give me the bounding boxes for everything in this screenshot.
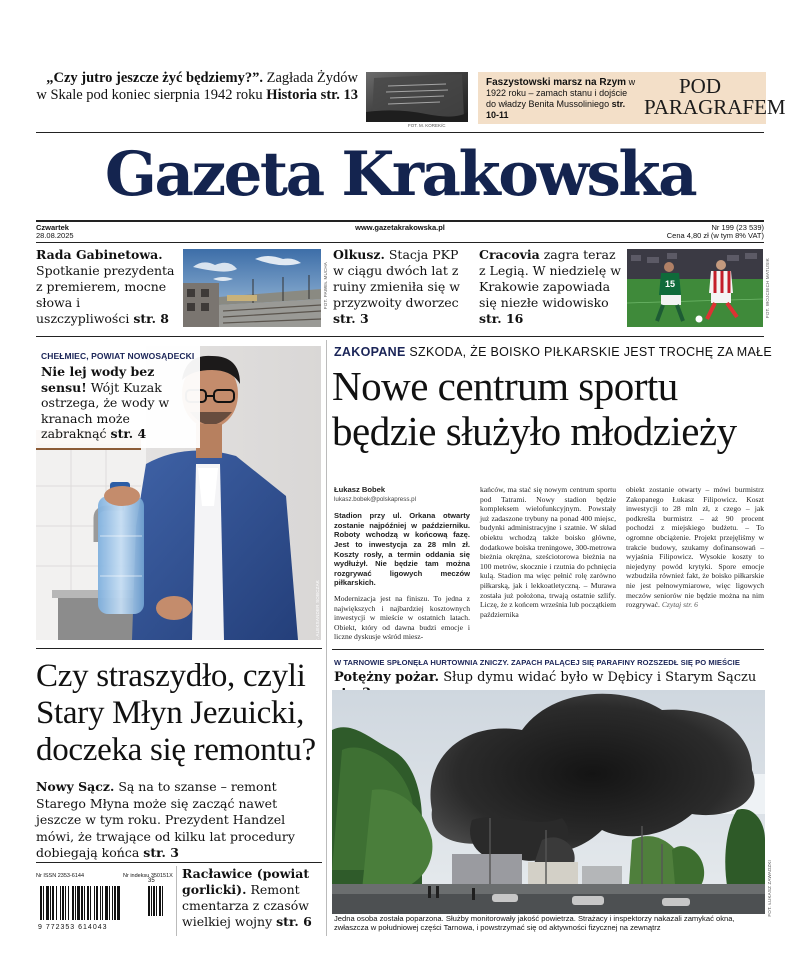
issn-number: Nr ISSN 2353-6144 xyxy=(36,873,84,879)
promo-page: str. 10-11 xyxy=(486,99,626,120)
supplement-logo-line1: POD xyxy=(678,74,721,98)
barcode-bar xyxy=(72,886,74,920)
barcode-bar xyxy=(43,886,44,920)
photo-credit-olkusz: FOT. PAWEŁ MUCHA xyxy=(323,262,328,310)
raclawice-text: Remont cmentarza z czasów wielkiej wojny xyxy=(182,882,310,929)
water-warning-kicker: CHEŁMIEC, POWIAT NOWOSĄDECKI xyxy=(41,351,195,361)
news-row-rule xyxy=(36,336,764,337)
fire-text: Słup dymu widać było w Dębicy i Starym Sączu xyxy=(443,670,757,685)
politicians-photo xyxy=(183,249,321,327)
fire-head: Potężny pożar. xyxy=(334,670,440,685)
main-story-title[interactable] xyxy=(332,364,772,454)
water-warning-page: str. 4 xyxy=(110,426,147,441)
barcode-bar xyxy=(56,886,57,920)
barcode-bar xyxy=(65,886,66,920)
barcode-addon-bar xyxy=(153,886,155,916)
masthead-title: Gazeta Krakowska xyxy=(104,139,696,210)
barcode-addon-bar xyxy=(148,886,150,916)
author-name: Łukasz Bobek xyxy=(334,485,386,494)
stary-mlyn-head: Nowy Sącz. xyxy=(36,779,115,794)
news-item-text: zagra teraz z Legią. W niedzielę w Krakowie zapowiada się niezłe widowisko xyxy=(479,247,621,310)
barcode-bar xyxy=(75,886,76,920)
barcode xyxy=(38,878,170,934)
stary-mlyn-page: str. 3 xyxy=(143,845,179,860)
barcode-divider xyxy=(176,866,177,936)
fire-kicker: W TARNOWIE SPŁONĘŁA HURTOWNIA ZNICZY. ZAPACH PALĄCEJ SIĘ PARAFINY ROZSZEDŁ SIĘ PO MIEŚCIE xyxy=(334,658,740,667)
barcode-bar xyxy=(112,886,113,920)
main-story-kicker-text: SZKODA, ŻE BOISKO PIŁKARSKIE JEST TROCHĘ ZA MAŁE xyxy=(409,345,773,359)
barcode-bar xyxy=(114,886,116,920)
news-item-text: Spotkanie prezydenta z premierem, mocne słowa i uszczypliwości xyxy=(36,263,175,326)
history-teaser-text: Zagłada Żydów w Skale pod koniec sierpnia 1942 roku xyxy=(36,70,358,103)
barcode-bars xyxy=(38,886,170,926)
stary-mlyn-teaser xyxy=(36,779,322,862)
issue-number: Nr 199 (23 539) xyxy=(711,223,764,232)
main-story-title-line2: będzie służyło młodzieży xyxy=(332,408,737,454)
water-warning-teaser[interactable] xyxy=(36,346,200,448)
column-divider xyxy=(326,340,327,936)
history-teaser-page: str. 13 xyxy=(320,87,358,103)
barcode-bar xyxy=(96,886,98,920)
news-item-rada[interactable] xyxy=(36,247,176,327)
promo-text: w 1922 roku – zamach stanu i dojście do władzy Benita Mussoliniego xyxy=(486,77,636,109)
barcode-addon-bar xyxy=(156,886,157,916)
memorial-photo-credit: FOT. M. KOREK/C xyxy=(408,123,446,128)
raclawice-head: Racławice (powiat gorlicki). xyxy=(182,866,310,897)
photo-credit-chelmiec: FOT. ALEKSANDER SOBCZAK xyxy=(315,580,320,649)
news-item-olkusz[interactable] xyxy=(333,247,473,327)
barcode-digits: 9 772353 614043 xyxy=(38,924,108,931)
issue-day: Czwartek xyxy=(36,223,69,232)
website-link[interactable]: www.gazetakrakowska.pl xyxy=(355,223,445,232)
barcode-addon-bar xyxy=(162,886,163,916)
memorial-stone-photo xyxy=(366,72,468,122)
svg-text:15: 15 xyxy=(665,279,676,289)
main-story-col2-text: kańców, ma stać się nowym centrum sportu pod Tatrami. Nowy stadion będzie kompleksem wielofunkcyjnym. Powstały już zadaszone trybuny na ponad 400 miejsc, budynki administracyjne i szatnie. W skład obiektu wchodzą także boisko główne, dodatkowe boiska treningowe, 300-metrowa bieżnia okrężna, sześciotorowa bieżnia na 100 metrów, skocznie i rzutnia do pchnięcia kulą. Stadion ma więc pełnić rolę zarówno piłkarską, jak i lekkoatletyczną. – Murawa została już położona, trwają ostatnie szlify. Liczę, że z końcem września lub początkiem października xyxy=(480,485,616,619)
main-story-continued[interactable]: Czytaj str. 6 xyxy=(661,600,698,610)
news-item-head: Cracovia xyxy=(479,247,540,262)
supplement-promo[interactable] xyxy=(478,72,786,124)
history-teaser-section: Historia xyxy=(266,87,318,103)
raclawice-teaser[interactable] xyxy=(182,866,322,930)
barcode-bar xyxy=(46,886,49,920)
barcode-bar xyxy=(109,886,110,920)
news-item-page: str. 16 xyxy=(479,311,524,326)
main-story-col3-text: obiekt zostanie otwarty – mówi burmistrz Zakopanego Łukasz Filipowicz. Koszt inwestycji to 28 mln zł, z czego – jak podkreśla burmistrz – aż 90 procent pochodzi z miejskiego budżetu. – To ogromne obciążenie. Projekt przejęliśmy w trakcie budowy, szukamy dofinansowań – wyjaśnia Filipowicz. Wysokie koszty to niejedyny powód krytyki. Spore emocje wzbudziła również fakt, że boisko piłkarskie nie jest pełnowymiarowe, więc ligowych meczów seniorów nie będzie można na nim rozgrywać. xyxy=(626,485,764,610)
barcode-bar xyxy=(94,886,95,920)
main-story-lead: Stadion przy ul. Orkana otwarty zostanie najpóźniej w październiku. Roboty wchodzą w końcową fazę. Jest to inwestycja za 28 mln zł. Koszty rosły, a termin oddania się wydłużył. Nie będzie tam można rozgrywać ligowych meczów piłkarskich. xyxy=(334,511,470,588)
news-item-text: Stacja PKP w ciągu dwóch lat z ruiny zmieniła się w przyzwoity dworzec xyxy=(333,247,460,310)
supplement-logo xyxy=(644,74,786,119)
author-email[interactable]: lukasz.bobek@polskapress.pl xyxy=(334,495,416,503)
news-item-head: Rada Gabinetowa. xyxy=(36,247,163,262)
barcode-bar xyxy=(102,886,103,920)
water-warning-head: Nie lej wody bez sensu! xyxy=(41,364,155,395)
news-item-page: str. 8 xyxy=(133,311,169,326)
main-story-column-3 xyxy=(626,485,764,610)
fire-caption: Jedna osoba została poparzona. Służby monitorowały jakość powietrza. Strażacy i inspektorzy nakazali zamykać okna, zwłaszcza w południowej części Tarnowa, i powstrzymać się od aktywności fizycznej na zewnątrz xyxy=(334,914,735,933)
football-match-photo xyxy=(627,249,763,327)
barcode-rule xyxy=(36,862,322,863)
fire-smoke-photo xyxy=(332,690,765,914)
barcode-bar xyxy=(50,886,51,920)
promo-headline: Faszystowski marsz na Rzym xyxy=(486,77,627,88)
supplement-logo-line2: PARAGRAFEM xyxy=(644,95,786,119)
dateline-rule xyxy=(36,242,764,243)
main-story-column-1 xyxy=(334,485,470,642)
barcode-addon-bar xyxy=(151,886,152,916)
left-column-rule xyxy=(36,648,322,649)
issue-price: Cena 4,80 zł (w tym 8% VAT) xyxy=(666,231,764,240)
barcode-bar xyxy=(68,886,69,920)
raclawice-page: str. 6 xyxy=(276,914,312,929)
main-story-title-line1: Nowe centrum sportu xyxy=(332,363,678,409)
barcode-addon-bar xyxy=(159,886,161,916)
index-number: Nr indeksu 350151X xyxy=(123,873,173,879)
barcode-issue-code: 35 xyxy=(148,878,155,884)
barcode-bar xyxy=(62,886,64,920)
photo-credit-fire: FOT. ŁUKASZ ZAWADZKI xyxy=(767,860,772,917)
barcode-bar xyxy=(40,886,42,920)
water-warning-text: Wójt Kuzak ostrzega, że wody w kranach może zabraknąć xyxy=(41,379,170,441)
barcode-bar xyxy=(105,886,108,920)
main-story-col1-text: Modernizacja jest na finiszu. To jedna z największych i najbardziej kosztownych inwestycji w mieście w ostatnich latach. Obiekt, który od dawna budzi emocje i liczne dyskusje wśród miesz- xyxy=(334,593,470,642)
barcode-bar xyxy=(77,886,80,920)
news-item-page: str. 3 xyxy=(333,311,369,326)
issue-date: 28.08.2025 xyxy=(36,231,74,240)
stary-mlyn-text: Są na to szanse – remont Starego Młyna może się zacząć nawet jeszcze w tym roku. Prezydent Handzel mówi, że trwające od kilku lat procedury dobiegają końca xyxy=(36,779,295,860)
barcode-bar xyxy=(52,886,54,920)
masthead-rule xyxy=(36,220,764,222)
barcode-bar xyxy=(87,886,89,920)
news-item-head: Olkusz. xyxy=(333,247,385,262)
stary-mlyn-title[interactable]: Czy straszydło, czyli Stary Młyn Jezuicki, doczeka się remontu? xyxy=(36,658,316,768)
main-story-kicker-place: ZAKOPANE xyxy=(334,345,406,359)
barcode-bar xyxy=(60,886,61,920)
main-story-kicker xyxy=(334,345,772,359)
news-item-cracovia[interactable] xyxy=(479,247,625,327)
main-story-column-2 xyxy=(480,485,616,619)
barcode-bar xyxy=(81,886,83,920)
history-teaser-quote: „Czy jutro jeszcze żyć będziemy?”. xyxy=(46,70,263,86)
barcode-bar xyxy=(84,886,85,920)
barcode-bar xyxy=(100,886,101,920)
main-story-rule xyxy=(332,649,764,650)
photo-credit-cracovia: FOT. WOJCIECH MATUSIK xyxy=(765,258,770,319)
barcode-bar xyxy=(117,886,120,920)
history-teaser[interactable] xyxy=(36,70,358,104)
barcode-bar xyxy=(90,886,91,920)
